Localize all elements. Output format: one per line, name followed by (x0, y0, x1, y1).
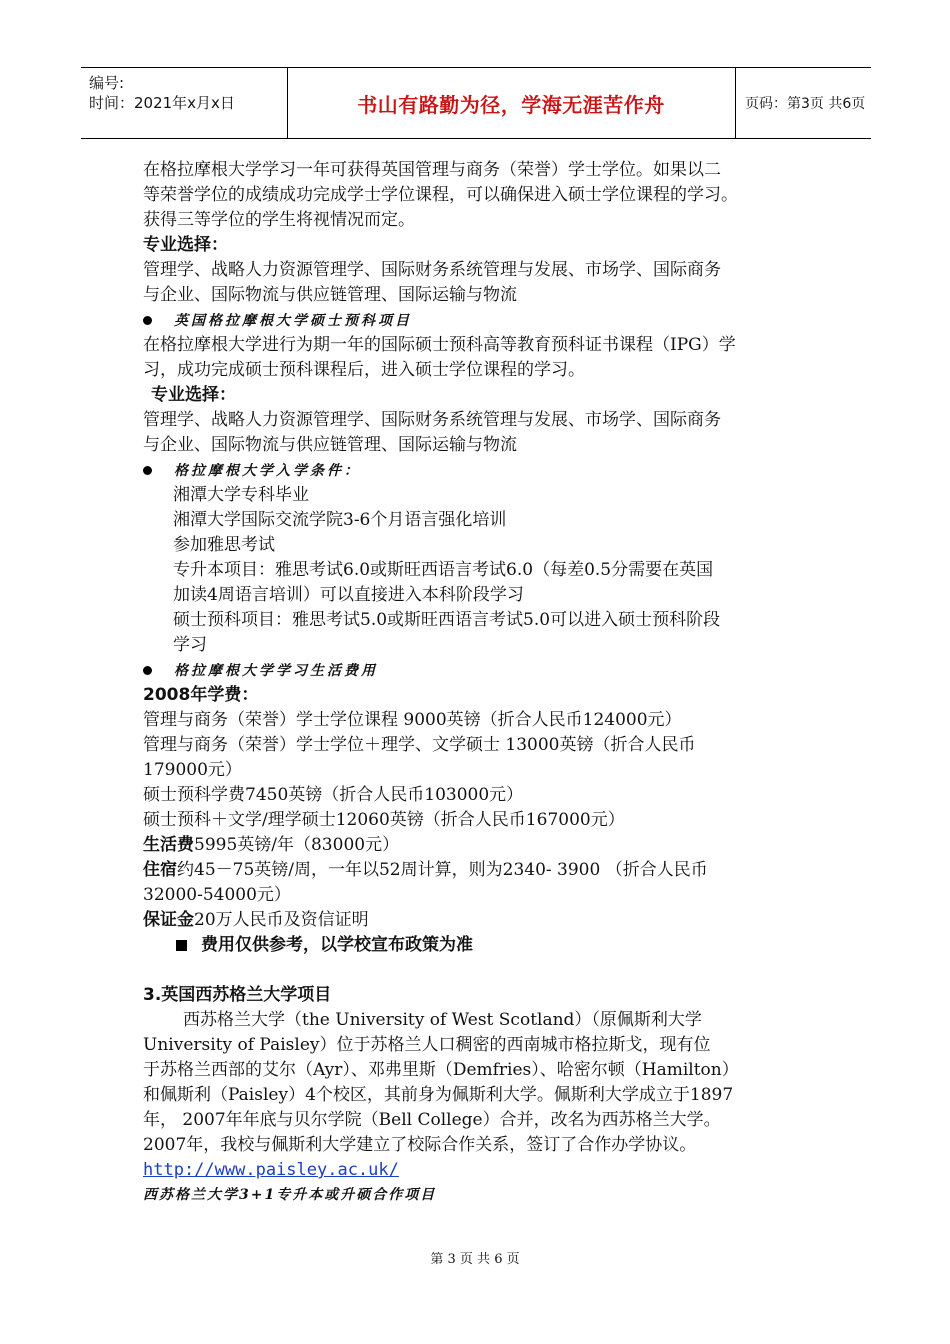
bullet-dot-icon (143, 666, 152, 675)
header-meta-cell (81, 68, 288, 138)
fee-line: 住宿约45－75英镑/周，一年以52周计算，则为2340- 3900 （折合人民币 (143, 860, 708, 880)
paragraph-line: 与企业、国际物流与供应链管理、国际运输与物流 (143, 435, 517, 455)
header-page-cell (735, 68, 871, 138)
paragraph-line: 加读4周语言培训）可以直接进入本科阶段学习 (173, 585, 524, 605)
note-line: 费用仅供参考，以学校宣布政策为准 (176, 933, 473, 957)
fee-label: 住宿 (143, 860, 177, 880)
bullet-heading: 英国格拉摩根大学硕士预科项目 (143, 308, 412, 333)
project-heading: 西苏格兰大学3+1专升本或升硕合作项目 (143, 1187, 437, 1203)
paragraph-line: 习，成功完成硕士预科课程后，进入硕士学位课程的学习。 (143, 360, 585, 380)
paragraph-line: 与企业、国际物流与供应链管理、国际运输与物流 (143, 285, 517, 305)
fee-line: 生活费5995英镑/年（83000元） (143, 835, 400, 855)
paragraph-line: 西苏格兰大学（the University of West Scotland）（原佩斯利大学 (183, 1010, 702, 1030)
time-label: 时间：2021年x月x日 (89, 94, 235, 112)
paragraph-line: 湘潭大学专科毕业 (173, 485, 309, 505)
paragraph-line: University of Paisley）位于苏格兰人口稠密的西南城市格拉斯戈，现有位 (143, 1035, 711, 1055)
page-header (81, 67, 871, 139)
paragraph-line: 湘潭大学国际交流学院3-6个月语言强化培训 (173, 510, 507, 530)
code-label: 编号: (89, 74, 125, 92)
motto-text: 书山有路勤为径，学海无涯苦作舟 (357, 92, 665, 117)
paragraph-line: 管理与商务（荣誉）学士学位＋理学、文学硕士 13000英镑（折合人民币 (143, 735, 696, 755)
paragraph-line: 179000元） (143, 760, 242, 780)
bullet-heading: 格拉摩根大学入学条件： (143, 458, 361, 483)
paragraph-line: 和佩斯利（Paisley）4个校区，其前身为佩斯利大学。佩斯利大学成立于1897 (143, 1085, 734, 1105)
square-bullet-icon (176, 940, 187, 951)
paragraph-line: 管理学、战略人力资源管理学、国际财务系统管理与发展、市场学、国际商务 (143, 410, 721, 430)
section-label: 专业选择： (151, 385, 236, 405)
fee-label: 生活费 (143, 835, 194, 855)
paragraph-line: 管理学、战略人力资源管理学、国际财务系统管理与发展、市场学、国际商务 (143, 260, 721, 280)
paragraph-line: 学习 (173, 635, 207, 655)
paragraph-line: 管理与商务（荣誉）学士学位课程 9000英镑（折合人民币124000元） (143, 710, 682, 730)
header-motto-cell (287, 68, 736, 138)
section-label: 2008年学费： (143, 685, 259, 705)
section-heading: 3.英国西苏格兰大学项目 (143, 985, 332, 1005)
page-footer: 第 3 页 共 6 页 (430, 1252, 520, 1267)
paragraph-line: 年， 2007年年底与贝尔学院（Bell College）合并，改名为西苏格兰大学。 (143, 1110, 721, 1130)
fee-line: 保证金20万人民币及资信证明 (143, 910, 369, 930)
bullet-heading: 格拉摩根大学学习生活费用 (143, 658, 378, 683)
paragraph-line: 硕士预科项目：雅思考试5.0或斯旺西语言考试5.0可以进入硕士预科阶段 (173, 610, 721, 630)
paragraph-line: 硕士预科学费7450英镑（折合人民币103000元） (143, 785, 524, 805)
bullet-dot-icon (143, 316, 152, 325)
section-label: 专业选择： (143, 235, 228, 255)
paragraph-line: 于苏格兰西部的艾尔（Ayr）、邓弗里斯（Demfries）、哈密尔顿（Hamilton） (143, 1060, 739, 1080)
paragraph-line: 在格拉摩根大学学习一年可获得英国管理与商务（荣誉）学士学位。如果以二 (143, 160, 721, 180)
paragraph-line: 2007年，我校与佩斯利大学建立了校际合作关系，签订了合作办学协议。 (143, 1135, 697, 1155)
paragraph-line: 硕士预科＋文学/理学硕士12060英镑（折合人民币167000元） (143, 810, 625, 830)
fee-label: 保证金 (143, 910, 194, 930)
paragraph-line: 获得三等学位的学生将视情况而定。 (143, 210, 415, 230)
paragraph-line: 等荣誉学位的成绩成功完成学士学位课程，可以确保进入硕士学位课程的学习。 (143, 185, 738, 205)
paragraph-line: 32000-54000元） (143, 885, 291, 905)
page-number-label: 页码：第3页 共6页 (745, 96, 866, 112)
bullet-dot-icon (143, 466, 152, 475)
paragraph-line: 专升本项目：雅思考试6.0或斯旺西语言考试6.0（每差0.5分需要在英国 (173, 560, 714, 580)
paragraph-line: 在格拉摩根大学进行为期一年的国际硕士预科高等教育预科证书课程（IPG）学 (143, 335, 736, 355)
paragraph-line: 参加雅思考试 (173, 535, 275, 555)
university-link[interactable]: http://www.paisley.ac.uk/ (143, 1160, 399, 1180)
